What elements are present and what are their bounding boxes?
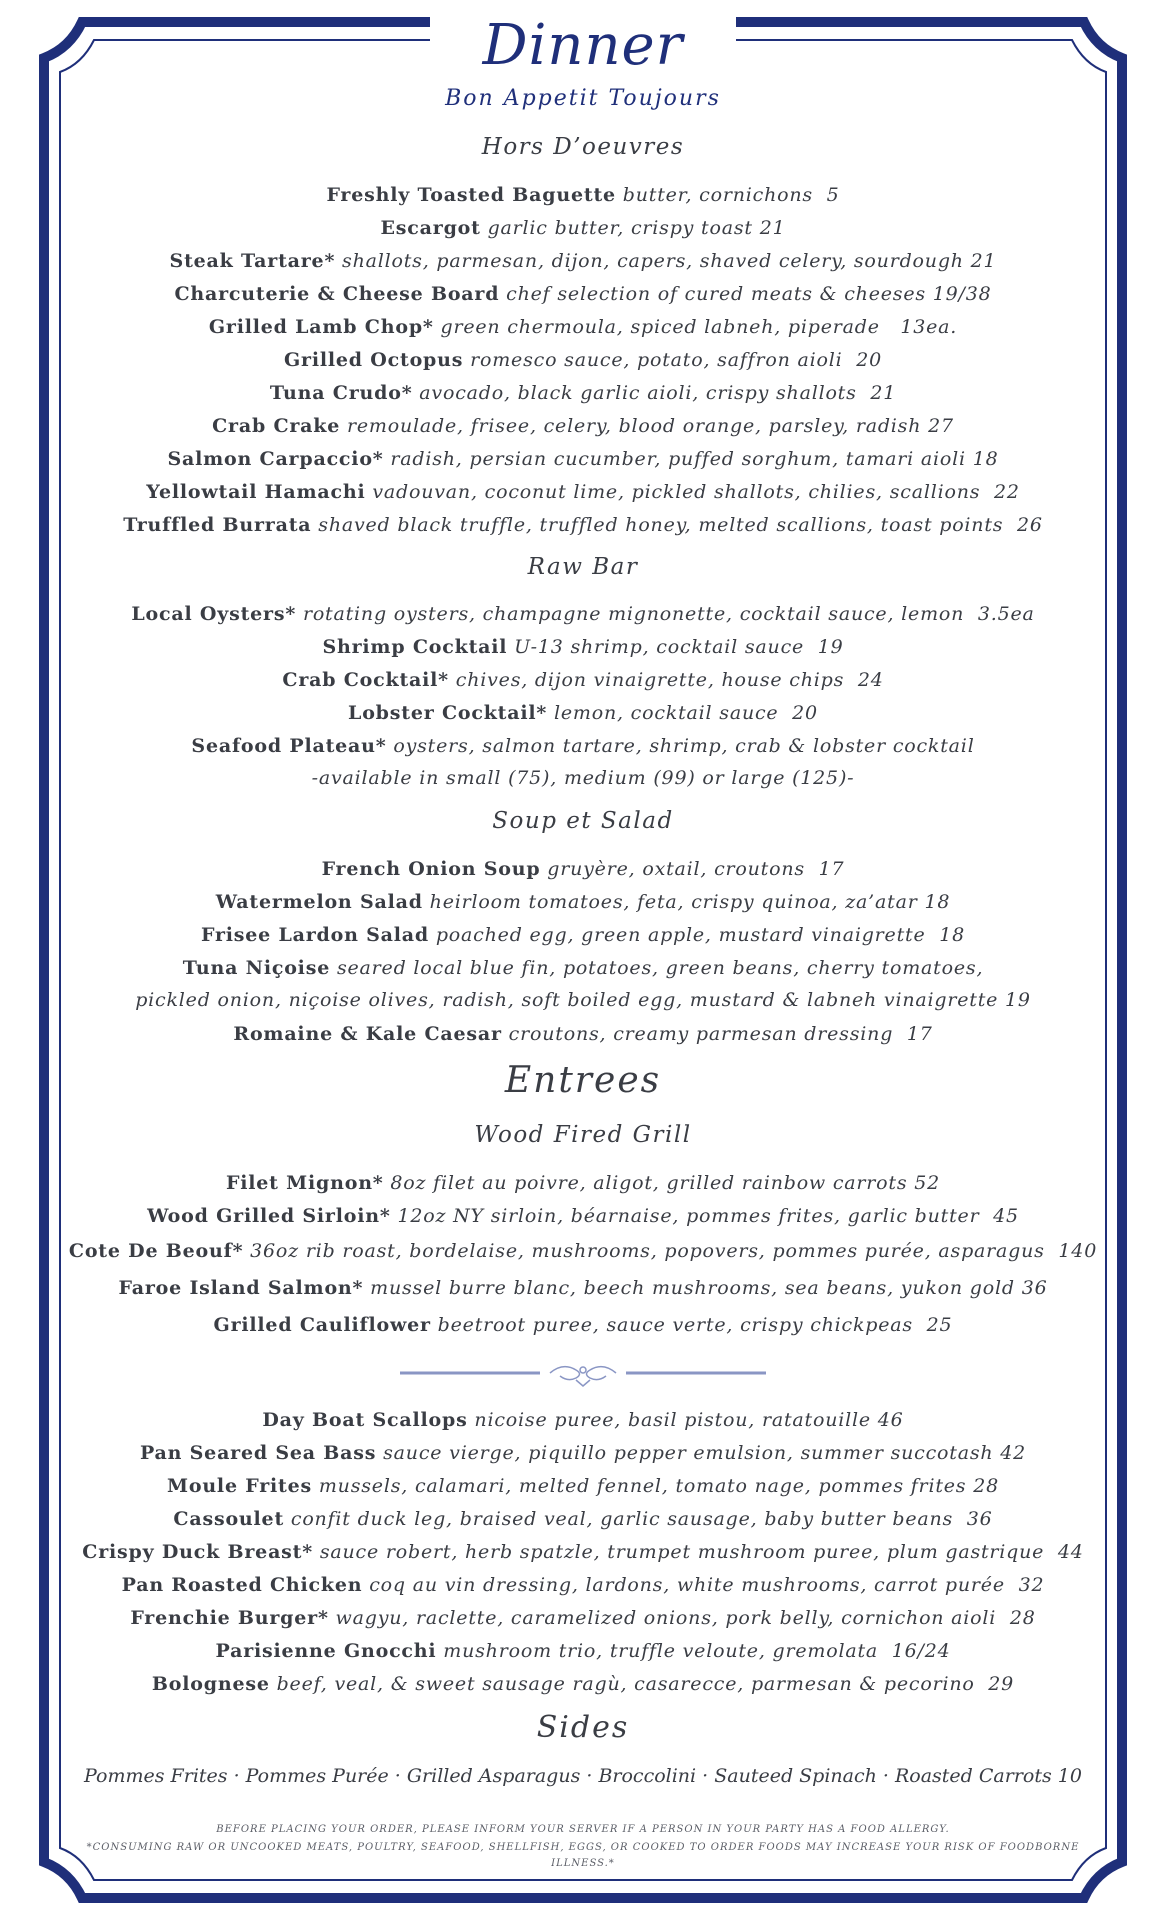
menu-item: French Onion Soup gruyère, oxtail, croutons 17 xyxy=(321,858,845,880)
section-title-soup-salad: Soup et Salad xyxy=(492,808,674,834)
allergy-notice: BEFORE PLACING YOUR ORDER, PLEASE INFORM YOUR SERVER IF A PERSON IN YOUR PARTY HAS A FOOD ALLERGY. xyxy=(216,1824,950,1835)
menu-item: Tuna Niçoise seared local blue fin, potatoes, green beans, cherry tomatoes, xyxy=(182,957,984,979)
section-title-hors: Hors D’oeuvres xyxy=(481,134,685,160)
section-title-sides: Sides xyxy=(536,1710,630,1745)
menu-item: Tuna Crudo* avocado, black garlic aioli, crispy shallots 21 xyxy=(269,382,897,404)
menu-item: Lobster Cocktail* lemon, cocktail sauce 20 xyxy=(348,702,818,724)
menu-item: Frisee Lardon Salad poached egg, green apple, mustard vinaigrette 18 xyxy=(201,924,965,946)
menu-item: Wood Grilled Sirloin* 12oz NY sirloin, béarnaise, pommes frites, garlic butter 45 xyxy=(147,1205,1019,1227)
menu-item: Pan Roasted Chicken coq au vin dressing, lardons, white mushrooms, carrot purée 32 xyxy=(121,1574,1045,1596)
menu-item: Freshly Toasted Baguette butter, cornichons 5 xyxy=(326,184,840,206)
menu-item: Cassoulet confit duck leg, braised veal, garlic sausage, baby butter beans 36 xyxy=(173,1508,993,1530)
menu-item: Shrimp Cocktail U-13 shrimp, cocktail sauce 19 xyxy=(322,636,844,658)
menu-item: Steak Tartare* shallots, parmesan, dijon, capers, shaved celery, sourdough 21 xyxy=(169,250,997,272)
menu-item: Crab Crake remoulade, frisee, celery, blood orange, parsley, radish 27 xyxy=(212,415,954,437)
menu-item: Local Oysters* rotating oysters, champagne mignonette, cocktail sauce, lemon 3.5ea xyxy=(131,603,1035,625)
menu-item: Crab Cocktail* chives, dijon vinaigrette, house chips 24 xyxy=(282,669,884,691)
section-title-raw-bar: Raw Bar xyxy=(527,554,639,580)
menu-item: Cote De Beouf* 36oz rib roast, bordelaise, mushrooms, popovers, pommes purée, asparagus 140 xyxy=(68,1240,1098,1262)
menu-item: Day Boat Scallops nicoise puree, basil pistou, ratatouille 46 xyxy=(262,1409,904,1431)
section-title-wood-fired-grill: Wood Fired Grill xyxy=(474,1122,692,1148)
section-title-entrees: Entrees xyxy=(504,1060,662,1101)
menu-item: Moule Frites mussels, calamari, melted fennel, tomato nage, pommes frites 28 xyxy=(167,1475,999,1497)
nicoise-continuation: pickled onion, niçoise olives, radish, soft boiled egg, mustard & labneh vinaigrette 19 xyxy=(135,989,1031,1011)
menu-item: Parisienne Gnocchi mushroom trio, truffle veloute, gremolata 16/24 xyxy=(215,1640,951,1662)
menu-item: Yellowtail Hamachi vadouvan, coconut lime, pickled shallots, chilies, scallions 22 xyxy=(146,481,1020,503)
menu-item: Escargot garlic butter, crispy toast 21 xyxy=(380,217,786,239)
menu-item: Faroe Island Salmon* mussel burre blanc, beech mushrooms, sea beans, yukon gold 36 xyxy=(118,1277,1048,1299)
ornament-divider xyxy=(400,1358,766,1388)
menu-item: Grilled Cauliflower beetroot puree, sauce verte, crispy chickpeas 25 xyxy=(213,1314,953,1336)
menu-item: Bolognese beef, veal, & sweet sausage ragù, casarecce, parmesan & pecorino 29 xyxy=(151,1673,1015,1695)
menu-item: Watermelon Salad heirloom tomatoes, feta, crispy quinoa, za’atar 18 xyxy=(215,891,951,913)
menu-item: Salmon Carpaccio* radish, persian cucumber, puffed sorghum, tamari aioli 18 xyxy=(167,448,999,470)
raw-food-warning: *CONSUMING RAW OR UNCOOKED MEATS, POULTRY, SEAFOOD, SHELLFISH, EGGS, OR COOKED TO ORDER FOODS MAY INCREASE YOUR RISK OF FOODBORNE ILLNESS.* xyxy=(86,1842,1080,1869)
menu-item: Seafood Plateau* oysters, salmon tartare, shrimp, crab & lobster cocktail xyxy=(191,735,975,757)
menu-item: Crispy Duck Breast* sauce robert, herb spatzle, trumpet mushroom puree, plum gastrique 44 xyxy=(82,1541,1084,1563)
menu-item: Filet Mignon* 8oz filet au poivre, aligot, grilled rainbow carrots 52 xyxy=(225,1172,941,1194)
menu-subtitle: Bon Appetit Toujours xyxy=(445,86,721,111)
menu-item: Grilled Octopus romesco sauce, potato, saffron aioli 20 xyxy=(284,349,882,371)
menu-title: Dinner xyxy=(482,13,684,78)
menu-item: Frenchie Burger* wagyu, raclette, caramelized onions, pork belly, cornichon aioli 28 xyxy=(130,1607,1036,1629)
seafood-plateau-note: -available in small (75), medium (99) or large (125)- xyxy=(311,767,855,789)
menu-item: Charcuterie & Cheese Board chef selection of cured meats & cheeses 19/38 xyxy=(174,283,992,305)
menu-item: Romaine & Kale Caesar croutons, creamy parmesan dressing 17 xyxy=(233,1023,933,1045)
menu-item: Grilled Lamb Chop* green chermoula, spiced labneh, piperade 13ea. xyxy=(208,316,958,338)
menu-item: Truffled Burrata shaved black truffle, truffled honey, melted scallions, toast points 26 xyxy=(123,514,1043,536)
sides-list: Pommes Frites · Pommes Purée · Grilled Asparagus · Broccolini · Sauteed Spinach · Roasted Carrots 10 xyxy=(84,1765,1082,1787)
menu-item: Pan Seared Sea Bass sauce vierge, piquillo pepper emulsion, summer succotash 42 xyxy=(139,1442,1027,1464)
